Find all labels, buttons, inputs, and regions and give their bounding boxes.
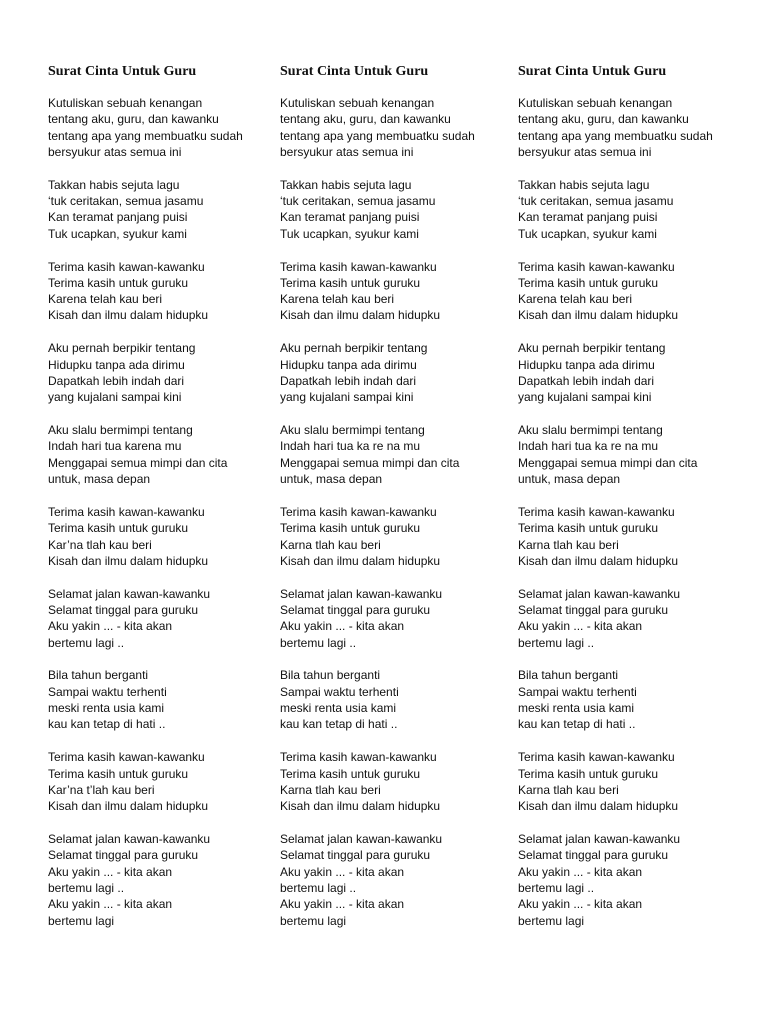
poem-line: Kisah dan ilmu dalam hidupku xyxy=(48,553,209,568)
poem-line: tentang aku, guru, dan kawanku xyxy=(518,112,689,127)
poem-line: tentang aku, guru, dan kawanku xyxy=(280,112,451,127)
poem-line: untuk, masa depan xyxy=(518,472,621,487)
poem-line: Selamat jalan kawan-kawanku xyxy=(518,832,681,847)
stanza xyxy=(48,177,288,242)
poem-line: Aku yakin ... - kita akan xyxy=(518,864,643,879)
poem-line: Kutuliskan sebuah kenangan xyxy=(518,96,673,110)
poem-line: Terima kasih kawan-kawanku xyxy=(518,750,675,765)
poem-line: Aku yakin ... - kita akan xyxy=(518,897,643,912)
poem-line: bertemu lagi .. xyxy=(280,880,357,895)
poem-line: Bila tahun berganti xyxy=(48,668,149,683)
poem-line: Aku slalu bermimpi tentang xyxy=(48,423,193,438)
poem-line: bersyukur atas semua ini xyxy=(280,144,414,159)
poem-title: Surat Cinta Untuk Guru xyxy=(48,64,197,79)
poem-line: bertemu lagi .. xyxy=(280,635,357,650)
poem-line: Aku yakin ... - kita akan xyxy=(280,897,405,912)
stanza xyxy=(280,95,520,160)
stanza xyxy=(48,340,288,405)
poem-line: Indah hari tua ka re na mu xyxy=(518,439,659,454)
poem-line: Sampai waktu terhenti xyxy=(48,684,167,699)
poem-line: Selamat tinggal para guruku xyxy=(280,848,431,863)
poem-line: Aku yakin ... - kita akan xyxy=(48,897,173,912)
poem-line: Kar’na t’lah kau beri xyxy=(48,782,155,797)
stanza xyxy=(48,259,288,324)
poem-line: Kisah dan ilmu dalam hidupku xyxy=(518,308,679,323)
poem-line: Tuk ucapkan, syukur kami xyxy=(518,226,657,241)
poem-line: Menggapai semua mimpi dan cita xyxy=(518,455,698,470)
poem-line: Aku slalu bermimpi tentang xyxy=(518,423,663,438)
poem-line: Takkan habis sejuta lagu xyxy=(48,177,180,192)
stanza xyxy=(48,749,288,814)
poem-line: tentang apa yang membuatku sudah xyxy=(48,128,243,143)
poem-line: Terima kasih untuk guruku xyxy=(48,521,189,536)
poem-line: Terima kasih kawan-kawanku xyxy=(280,504,437,519)
poem-line: untuk, masa depan xyxy=(280,472,383,487)
poem-line: bertemu lagi xyxy=(518,913,585,928)
poem-line: Hidupku tanpa ada dirimu xyxy=(280,357,417,372)
stanza xyxy=(48,504,288,569)
stanza xyxy=(280,586,520,651)
poem-line: Selamat tinggal para guruku xyxy=(48,848,199,863)
poem-line: Bila tahun berganti xyxy=(518,668,619,683)
poem-line: Terima kasih untuk guruku xyxy=(48,275,189,290)
poem-line: Takkan habis sejuta lagu xyxy=(280,177,412,192)
stanza xyxy=(518,95,758,160)
poem-line: Kisah dan ilmu dalam hidupku xyxy=(518,799,679,814)
poem-column-1 xyxy=(48,63,288,945)
poem-line: Terima kasih untuk guruku xyxy=(48,766,189,781)
poem-line: Menggapai semua mimpi dan cita xyxy=(280,455,460,470)
poem-line: Karna tlah kau beri xyxy=(280,537,381,552)
poem-line: yang kujalani sampai kini xyxy=(518,390,652,405)
poem-line: bertemu lagi .. xyxy=(518,635,595,650)
poem-line: ‘tuk ceritakan, semua jasamu xyxy=(48,194,204,209)
poem-line: Terima kasih kawan-kawanku xyxy=(280,259,437,274)
poem-line: Selamat tinggal para guruku xyxy=(518,848,669,863)
poem-line: Aku pernah berpikir tentang xyxy=(518,341,666,356)
poem-line: bersyukur atas semua ini xyxy=(48,144,182,159)
poem-line: tentang apa yang membuatku sudah xyxy=(280,128,475,143)
poem-line: Indah hari tua ka re na mu xyxy=(280,439,421,454)
poem-line: untuk, masa depan xyxy=(48,472,151,487)
poem-line: Kisah dan ilmu dalam hidupku xyxy=(280,799,441,814)
poem-line: bertemu lagi .. xyxy=(518,880,595,895)
poem-line: meski renta usia kami xyxy=(280,701,397,716)
poem-line: Sampai waktu terhenti xyxy=(518,684,637,699)
poem-line: Selamat tinggal para guruku xyxy=(280,602,431,617)
poem-line: meski renta usia kami xyxy=(518,701,635,716)
poem-line: Takkan habis sejuta lagu xyxy=(518,177,650,192)
stanza xyxy=(280,667,520,732)
stanza xyxy=(518,259,758,324)
poem-line: ‘tuk ceritakan, semua jasamu xyxy=(518,194,674,209)
poem-line: kau kan tetap di hati .. xyxy=(280,717,398,732)
poem-column-2 xyxy=(280,63,520,945)
poem-line: Indah hari tua karena mu xyxy=(48,439,182,454)
stanza xyxy=(280,831,520,929)
poem-line: Dapatkah lebih indah dari xyxy=(48,373,185,388)
poem-line: Kan teramat panjang puisi xyxy=(48,210,188,225)
poem-line: bertemu lagi .. xyxy=(48,635,125,650)
poem-title: Surat Cinta Untuk Guru xyxy=(280,64,429,79)
poem-line: Kutuliskan sebuah kenangan xyxy=(48,96,203,110)
poem-line: Kisah dan ilmu dalam hidupku xyxy=(280,308,441,323)
poem-line: Sampai waktu terhenti xyxy=(280,684,399,699)
poem-line: bersyukur atas semua ini xyxy=(518,144,652,159)
poem-line: Karna tlah kau beri xyxy=(518,537,619,552)
poem-line: Terima kasih untuk guruku xyxy=(280,766,421,781)
poem-line: bertemu lagi xyxy=(48,913,115,928)
stanza xyxy=(48,95,288,160)
poem-line: Aku yakin ... - kita akan xyxy=(48,864,173,879)
stanza xyxy=(280,340,520,405)
poem-line: Karna tlah kau beri xyxy=(518,782,619,797)
stanza xyxy=(518,749,758,814)
poem-line: Terima kasih kawan-kawanku xyxy=(518,259,675,274)
poem-line: kau kan tetap di hati .. xyxy=(518,717,636,732)
poem-line: bertemu lagi .. xyxy=(48,880,125,895)
poem-line: Kisah dan ilmu dalam hidupku xyxy=(280,553,441,568)
poem-line: Terima kasih untuk guruku xyxy=(518,275,659,290)
poem-line: Terima kasih kawan-kawanku xyxy=(518,504,675,519)
stanza xyxy=(48,586,288,651)
poem-line: Kan teramat panjang puisi xyxy=(280,210,420,225)
poem-line: Terima kasih untuk guruku xyxy=(518,521,659,536)
stanza xyxy=(280,422,520,487)
poem-line: Karena telah kau beri xyxy=(48,292,163,307)
poem-line: Kan teramat panjang puisi xyxy=(518,210,658,225)
poem-line: Kisah dan ilmu dalam hidupku xyxy=(48,799,209,814)
poem-line: ‘tuk ceritakan, semua jasamu xyxy=(280,194,436,209)
stanza xyxy=(518,831,758,929)
poem-line: Aku yakin ... - kita akan xyxy=(518,619,643,634)
poem-line: meski renta usia kami xyxy=(48,701,165,716)
poem-line: Terima kasih untuk guruku xyxy=(280,275,421,290)
stanza xyxy=(48,422,288,487)
poem-line: Terima kasih kawan-kawanku xyxy=(48,750,205,765)
poem-line: Aku pernah berpikir tentang xyxy=(48,341,196,356)
poem-line: Terima kasih kawan-kawanku xyxy=(48,504,205,519)
poem-line: Selamat jalan kawan-kawanku xyxy=(48,586,211,601)
stanza xyxy=(48,831,288,929)
poem-line: Hidupku tanpa ada dirimu xyxy=(48,357,185,372)
stanza xyxy=(518,340,758,405)
poem-line: Kar’na tlah kau beri xyxy=(48,537,152,552)
poem-line: Tuk ucapkan, syukur kami xyxy=(48,226,187,241)
stanza xyxy=(280,504,520,569)
poem-line: Karna tlah kau beri xyxy=(280,782,381,797)
poem-line: Kisah dan ilmu dalam hidupku xyxy=(518,553,679,568)
poem-line: Kisah dan ilmu dalam hidupku xyxy=(48,308,209,323)
stanza xyxy=(280,749,520,814)
poem-line: Aku yakin ... - kita akan xyxy=(280,864,405,879)
stanza xyxy=(518,667,758,732)
poem-line: Aku pernah berpikir tentang xyxy=(280,341,428,356)
poem-line: Terima kasih untuk guruku xyxy=(280,521,421,536)
poem-line: Terima kasih untuk guruku xyxy=(518,766,659,781)
poem-line: Selamat jalan kawan-kawanku xyxy=(280,832,443,847)
poem-line: yang kujalani sampai kini xyxy=(48,390,182,405)
poem-line: Dapatkah lebih indah dari xyxy=(280,373,417,388)
poem-line: Menggapai semua mimpi dan cita xyxy=(48,455,228,470)
poem-line: Selamat jalan kawan-kawanku xyxy=(280,586,443,601)
poem-line: kau kan tetap di hati .. xyxy=(48,717,166,732)
poem-line: Hidupku tanpa ada dirimu xyxy=(518,357,655,372)
poem-line: Terima kasih kawan-kawanku xyxy=(280,750,437,765)
poem-line: Karena telah kau beri xyxy=(518,292,633,307)
poem-line: Karena telah kau beri xyxy=(280,292,395,307)
poem-line: yang kujalani sampai kini xyxy=(280,390,414,405)
poem-line: Selamat tinggal para guruku xyxy=(48,602,199,617)
poem-line: Aku yakin ... - kita akan xyxy=(48,619,173,634)
poem-line: Selamat jalan kawan-kawanku xyxy=(518,586,681,601)
poem-line: Aku yakin ... - kita akan xyxy=(280,619,405,634)
stanza xyxy=(48,667,288,732)
poem-line: Selamat tinggal para guruku xyxy=(518,602,669,617)
poem-line: tentang aku, guru, dan kawanku xyxy=(48,112,219,127)
poem-line: Tuk ucapkan, syukur kami xyxy=(280,226,419,241)
poem-title: Surat Cinta Untuk Guru xyxy=(518,64,667,79)
stanza xyxy=(280,177,520,242)
stanza xyxy=(518,422,758,487)
poem-line: Dapatkah lebih indah dari xyxy=(518,373,655,388)
poem-line: Kutuliskan sebuah kenangan xyxy=(280,96,435,110)
poem-column-3 xyxy=(518,63,758,945)
stanza xyxy=(280,259,520,324)
stanza xyxy=(518,177,758,242)
poem-line: bertemu lagi xyxy=(280,913,347,928)
stanza xyxy=(518,586,758,651)
poem-line: Aku slalu bermimpi tentang xyxy=(280,423,425,438)
poem-line: Bila tahun berganti xyxy=(280,668,381,683)
poem-line: Selamat jalan kawan-kawanku xyxy=(48,832,211,847)
stanza xyxy=(518,504,758,569)
poem-line: Terima kasih kawan-kawanku xyxy=(48,259,205,274)
poem-line: tentang apa yang membuatku sudah xyxy=(518,128,713,143)
